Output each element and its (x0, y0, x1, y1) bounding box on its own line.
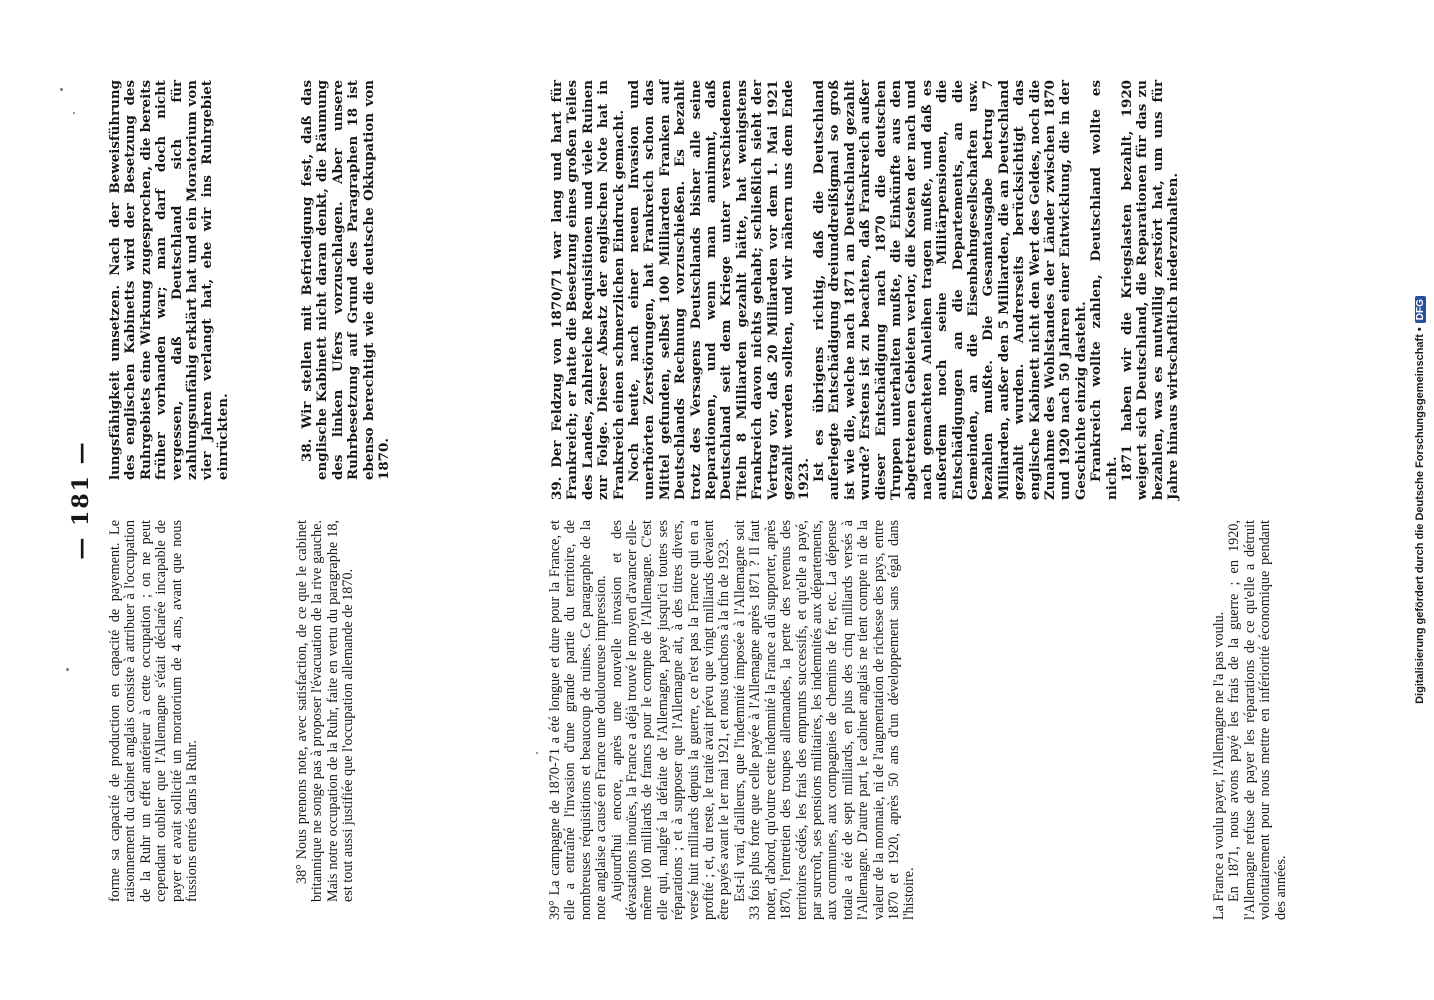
german-paragraph-38: 38. Wir stellen mit Befriedigung fest, daß das englische Kabinett nicht daran denkt, die Räumung des linken Ufers vorzuschlagen. Aber unsere Ruhrbesetzung auf Grund des Paragraphen 18 ist ebenso berechtigt wie die deutsche Okkupation von 1870. (299, 80, 393, 480)
french-paragraph-38: 38° Nous prenons note, avec satisfaction, de ce que le cabinet britannique ne songe pas à proposer l'évacuation de la rive gauche. Mais notre occupation de la Ruhr, faite en vertu du paragraphe 18, est tout aussi justifiée que l'occupation allemande de 1870. (294, 520, 357, 902)
scan-speck (66, 668, 69, 671)
french-paragraph-39-payment (1212, 520, 1289, 920)
german-39-wanted-to-pay: Frankreich wollte zahlen, Deutschland wollte es nicht. (1088, 80, 1120, 500)
french-paragraph-39 (548, 520, 918, 920)
page-number: — 181 — (68, 440, 94, 560)
credit-text: Digitalisierung gefördert durch die Deutsche Forschungsgemeinschaft • (1414, 327, 1426, 704)
dfg-logo: DFG (1415, 296, 1426, 323)
french-39-indemnity: Est-il vrai, d'ailleurs, que l'indemnité imposée à l'Allemagne soit 33 fois plus forte que celle payée à l'Allemagne après 1871 ? Il faut noter, d'abord, qu'outre cette indemnité la France a dû supporter, après 1870, l'entretien des troupes allemandes, la perte des revenus des territoires cédés, les frais des emprunts successifs, et qu'elle a payé, par surcroît, ses pensions militaires, les indemnités aux départements, aux communes, aux compagnies de chemins de fer, etc. La dépense totale a été de sept milliards, en plus des cinq milliards versés à l'Allemagne. D'autre part, le cabinet anglais ne tient compte ni de la valeur de la monnaie, ni de l'augmentation de richesse des pays, entre 1870 et 1920, après 50 ans d'un développement sans égal dans l'histoire. (731, 520, 918, 920)
scan-speck (60, 88, 63, 91)
german-paragraph-39 (550, 80, 1182, 500)
scan-speck (73, 112, 75, 114)
german-39-indemnity: Ist es übrigens richtig, daß die Deutschland auferlegte Entschädigung dreiunddreißigmal so groß ist wie die, welche nach 1871 an Deutschland gezahlt wurde? Erstens ist zu beachten, daß Frankreich außer dieser Entschädigung nach 1870 die deutschen Truppen unterhalten mußte, die Einkünfte aus den abgetretenen Gebieten verlor, die Kosten der nach und nach gemachten Anleihen tragen mußte, und daß es außerdem noch seine Militärpensionen, die Entschädigungen an die Departements, an die Gemeinden, an die Eisenbahngesellschaften usw. bezahlen mußte. Die Gesamtausgabe betrug 7 Milliarden, außer den 5 Milliarden, die an Deutschland gezahlt wurden. Andrerseits berücksichtigt das englische Kabinett nicht den Wert des Geldes, noch die Zunahme des Wohlstandes der Länder zwischen 1870 und 1920 nach 50 Jahren einer Entwicklung, die in der Geschichte einzig dasteht. (810, 80, 1089, 500)
digitization-credit (1414, 0, 1426, 1000)
german-39-intro: 39. Der Feldzug von 1870/71 war lang und hart für Frankreich; er hatte die Besetzung eines großen Teiles des Landes, zahlreiche Requisitionen und viele Ruinen zur Folge. Dieser Absatz der englischen Note hat in Frankreich einen schmerzlichen Eindruck gemacht. (549, 80, 627, 500)
german-39-today: Noch heute, nach einer neuen Invasion und unerhörten Zerstörungen, hat Frankreich schon das Mittel gefunden, selbst 100 Milliarden Franken auf Deutschlands Rechnung vorzuschießen. Es bezahlt trotz des Versagens Deutschlands bisher alle seine Reparationen, und wenn man annimmt, daß Deutschland seit dem Kriege unter verschiedenen Titeln 8 Milliarden gezahlt hätte, hat wenigstens Frankreich davon nichts gehabt; schließlich sieht der Vertrag vor, daß 20 Milliarden vor dem 1. Mai 1921 gezahlt werden sollten, und wir nähern uns dem Ende 1923. (626, 80, 812, 500)
french-39-1871: En 1871, nous avons payé les frais de la guerre ; en 1920, l'Allemagne refuse de payer les réparations de ce qu'elle a détruit volontairement pour nous mettre en infériorité économique pendant des années. (1226, 520, 1289, 920)
french-39-wanted-to-pay: La France a voulu payer, l'Allemagne ne l'a pas voulu. (1211, 611, 1227, 920)
french-39-intro: 39° La campagne de 1870-71 a été longue et dure pour la France, et elle a entraîné l'invasion d'une grande partie du territoire, de nombreuses réquisitions et beaucoup de ruines. Ce paragraphe de la note anglaise a causé en France une douloureuse impression. (547, 520, 610, 920)
french-39-today: Aujourd'hui encore, après une nouvelle invasion et des dévastations inouïes, la France a déjà trouvé le moyen d'avancer elle-même 100 milliards de francs pour le compte de l'Allemagne. C'est elle qui, malgré la défaite de l'Allemagne, paye jusqu'ici toutes ses réparations ; et à supposer que l'Allemagne ait, à des titres divers, versé huit milliards depuis la guerre, ce n'est pas la France qui en a profité ; et, du reste, le traité avait prévu que vingt milliards devaient être payés avant le 1er mai 1921, et nous touchons à la fin de 1923. (608, 520, 733, 920)
scan-speck (536, 752, 538, 754)
german-paragraph-37-continued: lungsfähigkeit umsetzen. Nach der Beweisführung des englischen Kabinetts wird der Besetzung des Ruhrgebiets eine Wirkung zugesprochen, die bereits früher vorhanden war; man darf doch nicht vergessen, daß Deutschland sich für zahlungsunfähig erklärt hat und ein Moratorium von vier Jahren verlangt hat, ehe wir ins Ruhrgebiet einrückten. (107, 80, 231, 480)
german-39-1871: 1871 haben wir die Kriegslasten bezahlt, 1920 weigert sich Deutschland, die Reparationen für das zu bezahlen, was es mutwillig zerstört hat, um uns für Jahre hinaus wirtschaftlich niederzuhalten. (1119, 80, 1182, 500)
french-paragraph-37-continued: forme sa capacité de production en capacité de payement. Le raisonnement du cabinet anglais consiste à attribuer à l'occupation de la Ruhr un effet antérieur à cette occupation ; on ne peut cependant oublier que l'Allemagne s'était déclarée incapable de payer et avait sollicité un moratorium de 4 ans, avant que nous fussions entrés dans la Ruhr. (107, 520, 201, 902)
